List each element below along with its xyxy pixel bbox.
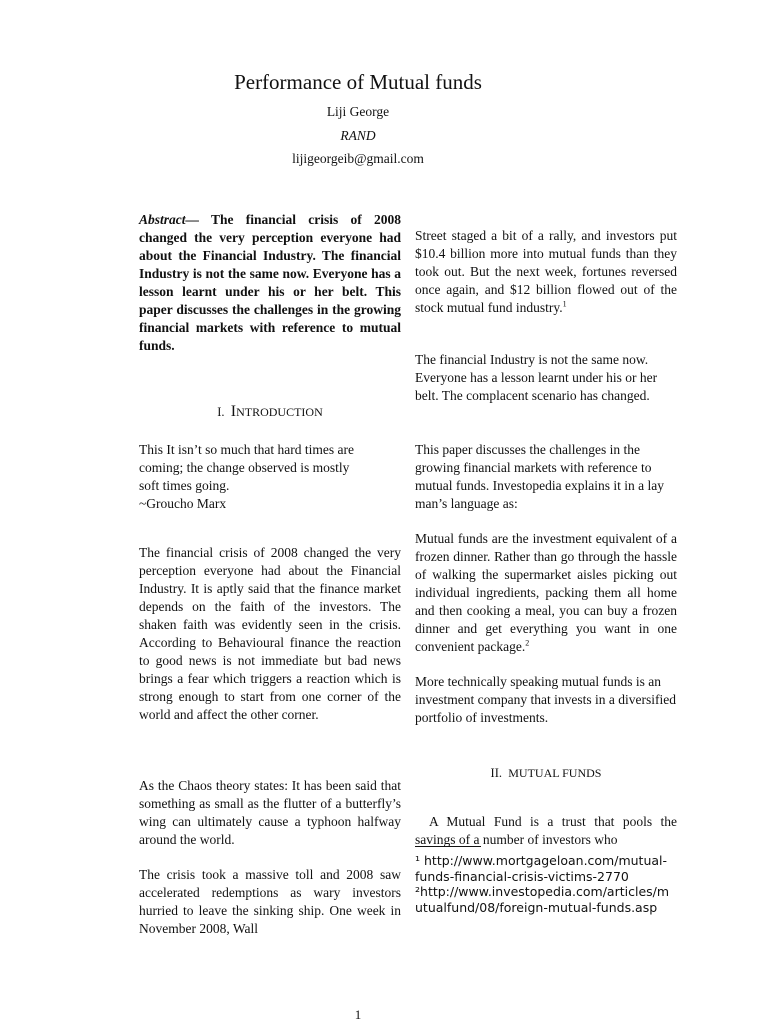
author-name: Liji George	[326, 104, 390, 119]
paragraph	[415, 227, 677, 317]
paragraph: More technically speaking mutual funds is an investment company that invests in a diversified portfolio of investments.	[415, 673, 676, 725]
section-number: I.	[217, 405, 225, 419]
author-email: lijigeorgeib@gmail.com	[292, 151, 424, 166]
section-heading-mutual-funds	[415, 766, 677, 781]
quote-attribution: ~Groucho Marx	[139, 496, 227, 511]
section-heading-introduction	[139, 403, 401, 421]
section-title: MUTUAL FUNDS	[508, 766, 602, 780]
section-number: II.	[490, 766, 502, 780]
paragraph-text: Mutual funds are the investment equivalent of a frozen dinner. Rather than go through the hassle of walking the supermarket aisles picking out individual ingredients, packing them all home and then cooking a meal, you can buy a frozen dinner and get everything you want in one convenient package.	[415, 530, 677, 654]
abstract-text: The financial crisis of 2008 changed the very perception everyone had about the Financial Industry. The financial Industry is not the same now. Everyone has a lesson learnt under his or her belt. This paper discusses the challenges in the growing financial markets with reference to mutual funds.	[139, 212, 401, 353]
footnote-1	[415, 853, 677, 884]
page-number: 1	[354, 1007, 362, 1022]
paragraph: The crisis took a massive toll and 2008 saw accelerated redemptions as wary investors hurried to leave the sinking ship. One week in November 2008, Wall	[139, 866, 401, 936]
quote-line: coming; the change observed is mostly	[139, 460, 350, 475]
quoted-definition	[415, 530, 677, 656]
paragraph-text: Street staged a bit of a rally, and investors put $10.4 billion more into mutual funds than they took out. But the next week, fortunes reversed once again, and $12 billion flowed out of the stock mutual fund industry.	[415, 227, 677, 315]
abstract	[139, 211, 401, 355]
paragraph: This paper discusses the challenges in the growing financial markets with reference to mutual funds. Investopedia explains it in a lay man’s language as:	[415, 441, 664, 511]
paper-title: Performance of Mutual funds	[234, 70, 482, 94]
footnote-2	[415, 884, 673, 915]
paragraph: The financial Industry is not the same now. Everyone has a lesson learnt under his or her belt. The complacent scenario has changed.	[415, 351, 658, 403]
author-affiliation: RAND	[340, 128, 376, 143]
footnote-marker: ²	[415, 884, 421, 899]
footnote-link[interactable]: http://www.mortgageloan.com/mutual-funds-financial-crisis-victims-2770	[415, 853, 668, 884]
section-title-initial: I	[230, 403, 237, 420]
paragraph: The financial crisis of 2008 changed the very perception everyone had about the Financial Industry. It is aptly said that the finance market depends on the faith of the investors. The shaken faith was evidently seen in the crisis. According to Behavioural finance the reaction to good news is not immediate but bad news brings a fear which triggers a reaction which is strong enough to start from one corner of the world and affect the other corner.	[139, 544, 401, 722]
footnote-link[interactable]: http://www.investopedia.com/articles/mutualfund/08/foreign-mutual-funds.asp	[415, 884, 670, 915]
quote-line: soft times going.	[139, 478, 230, 493]
paragraph: A Mutual Fund is a trust that pools the savings of a number of investors who	[415, 813, 677, 847]
paragraph: As the Chaos theory states: It has been said that something as small as the flutter of a butterfly’s wing can ultimately cause a typhoon halfway around the world.	[139, 777, 401, 847]
footnote-divider	[415, 846, 481, 847]
footnote-marker: ¹	[415, 853, 421, 868]
quote-line: This It isn’t so much that hard times are	[139, 442, 354, 457]
abstract-lead: Abstract—	[139, 212, 200, 227]
epigraph-quote	[139, 441, 401, 513]
footnote-ref: 2	[525, 638, 530, 647]
section-title-rest: NTRODUCTION	[236, 405, 323, 419]
footnote-ref: 1	[562, 299, 567, 308]
